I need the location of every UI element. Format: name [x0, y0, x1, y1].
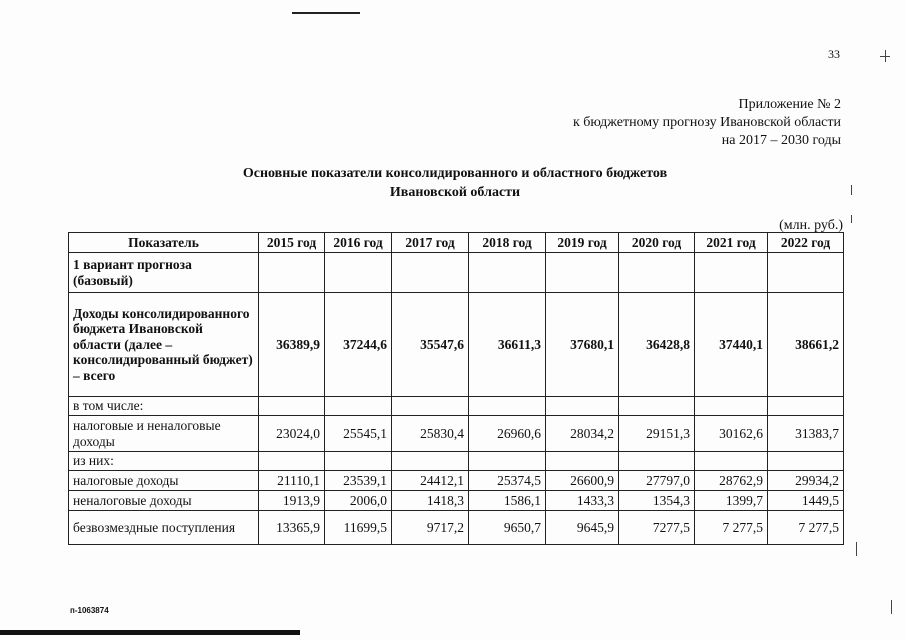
cell: [768, 397, 844, 416]
column-header: 2015 год: [259, 233, 325, 253]
cell: [469, 397, 546, 416]
table-row: [69, 293, 844, 397]
row-label: неналоговые доходы: [69, 491, 259, 511]
column-header: 2022 год: [768, 233, 844, 253]
cell: 35547,6: [392, 293, 469, 397]
appendix-line-2: к бюджетному прогнозу Ивановской области: [572, 115, 841, 130]
cell: [392, 397, 469, 416]
cell: 1913,9: [259, 491, 325, 511]
cell: [768, 253, 844, 293]
edge-tick: [856, 542, 857, 556]
cell: 25830,4: [392, 416, 469, 452]
cell: 36611,3: [469, 293, 546, 397]
cell: 38661,2: [768, 293, 844, 397]
edge-tick: [851, 185, 852, 195]
column-header: 2021 год: [695, 233, 768, 253]
column-header: 2020 год: [619, 233, 695, 253]
budget-table: [68, 232, 844, 545]
cell: 27797,0: [619, 471, 695, 491]
table-row: [69, 511, 844, 545]
cell: 23539,1: [325, 471, 392, 491]
cell: [546, 253, 619, 293]
column-header: 2019 год: [546, 233, 619, 253]
column-header: Показатель: [69, 233, 259, 253]
row-label: безвозмездные поступления: [69, 511, 259, 545]
cell: 36428,8: [619, 293, 695, 397]
cell: [325, 397, 392, 416]
cell: 1433,3: [546, 491, 619, 511]
cell: [392, 253, 469, 293]
appendix-heading: [573, 96, 841, 150]
cell: 13365,9: [259, 511, 325, 545]
cell: [619, 253, 695, 293]
table-row: [69, 253, 844, 293]
units-label: (млн. руб.): [779, 218, 843, 233]
table-row: [69, 416, 844, 452]
cell: 36389,9: [259, 293, 325, 397]
cell: 31383,7: [768, 416, 844, 452]
cell: 28762,9: [695, 471, 768, 491]
cell: 30162,6: [695, 416, 768, 452]
edge-tick: [891, 600, 892, 614]
cell: 24412,1: [392, 471, 469, 491]
cell: 11699,5: [325, 511, 392, 545]
column-header: 2016 год: [325, 233, 392, 253]
cell: 7277,5: [619, 511, 695, 545]
page-number: 33: [828, 47, 840, 61]
cell: 9717,2: [392, 511, 469, 545]
cell: 26600,9: [546, 471, 619, 491]
cell: 37440,1: [695, 293, 768, 397]
cell: 1354,3: [619, 491, 695, 511]
table-row: [69, 471, 844, 491]
cell: [392, 452, 469, 471]
cell: 37680,1: [546, 293, 619, 397]
cell: [325, 452, 392, 471]
cell: 25374,5: [469, 471, 546, 491]
cell: 25545,1: [325, 416, 392, 452]
cell: 1449,5: [768, 491, 844, 511]
document-title: [60, 164, 850, 202]
cell: [469, 452, 546, 471]
cell: 21110,1: [259, 471, 325, 491]
cell: 7 277,5: [695, 511, 768, 545]
row-label: в том числе:: [69, 397, 259, 416]
cell: [695, 253, 768, 293]
table-row: [69, 491, 844, 511]
cell: 29934,2: [768, 471, 844, 491]
cell: [259, 397, 325, 416]
cell: [546, 397, 619, 416]
document-code: п-1063874: [70, 606, 109, 615]
cell: 9650,7: [469, 511, 546, 545]
row-label: налоговые доходы: [69, 471, 259, 491]
appendix-line-1: Приложение № 2: [738, 97, 841, 112]
cell: [619, 397, 695, 416]
appendix-line-3: на 2017 – 2030 годы: [721, 133, 841, 148]
table-row: [69, 397, 844, 416]
cell: [259, 253, 325, 293]
cell: [768, 452, 844, 471]
cell: [259, 452, 325, 471]
cell: 1418,3: [392, 491, 469, 511]
cell: 23024,0: [259, 416, 325, 452]
title-line-1: Основные показатели консолидированного и областного бюджетов: [242, 166, 668, 181]
cell: 26960,6: [469, 416, 546, 452]
row-label: 1 вариант прогноза (базовый): [69, 253, 259, 293]
scan-mark-top: [292, 12, 360, 14]
row-label: Доходы консолидированного бюджета Ивановской области (далее – консолидированный бюджет) – всего: [69, 293, 259, 397]
column-header: 2017 год: [392, 233, 469, 253]
cell: 28034,2: [546, 416, 619, 452]
cell: 1586,1: [469, 491, 546, 511]
edge-tick: [880, 56, 890, 57]
cell: [325, 253, 392, 293]
cell: [695, 452, 768, 471]
cell: 7 277,5: [768, 511, 844, 545]
cell: [695, 397, 768, 416]
table-row: [69, 452, 844, 471]
column-header: 2018 год: [469, 233, 546, 253]
cell: 1399,7: [695, 491, 768, 511]
edge-tick: [851, 215, 852, 223]
cell: [469, 253, 546, 293]
cell: 9645,9: [546, 511, 619, 545]
cell: [619, 452, 695, 471]
title-line-2: Ивановской области: [389, 185, 521, 200]
cell: 37244,6: [325, 293, 392, 397]
cell: 2006,0: [325, 491, 392, 511]
cell: 29151,3: [619, 416, 695, 452]
row-label: из них:: [69, 452, 259, 471]
scan-mark-bottom: [0, 630, 300, 635]
row-label: налоговые и неналоговые доходы: [69, 416, 259, 452]
table-header-row: [69, 233, 844, 253]
cell: [546, 452, 619, 471]
